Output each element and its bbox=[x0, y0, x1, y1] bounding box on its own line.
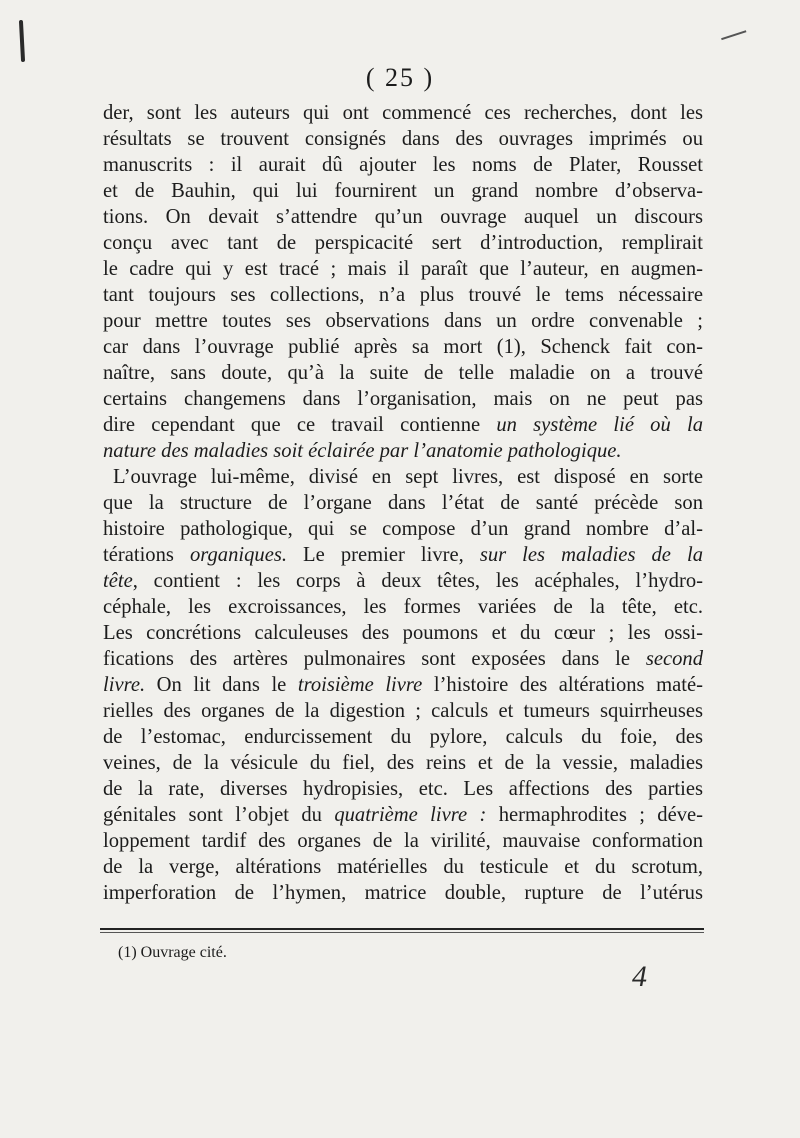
footnote: (1) Ouvrage cité. bbox=[118, 944, 227, 961]
footnote-rule bbox=[100, 928, 704, 930]
italic-text-run: nature des maladies soit éclairée par l’anatomie pathologique. bbox=[103, 440, 622, 462]
text-line bbox=[103, 568, 703, 594]
text-run: Le premier livre, bbox=[287, 544, 480, 566]
text-run: hermaphrodites ; déve- bbox=[486, 804, 704, 826]
text-line: le cadre qui y est tracé ; mais il paraît que l’auteur, en augmen- bbox=[103, 258, 703, 280]
text-run: térations bbox=[103, 544, 190, 566]
text-line bbox=[103, 542, 703, 568]
text-line: imperforation de l’hymen, matrice double, rupture de l’utérus bbox=[103, 882, 703, 904]
text-line: de la rate, diverses hydropisies, etc. Les affections des parties bbox=[103, 778, 703, 800]
text-line: de la verge, altérations matérielles du testicule et du scrotum, bbox=[103, 856, 703, 878]
text-line: rielles des organes de la digestion ; calculs et tumeurs squirrheuses bbox=[103, 700, 703, 722]
text-line: manuscrits : il aurait dû ajouter les noms de Plater, Rousset bbox=[103, 154, 703, 176]
text-run: fications des artères pulmonaires sont exposées dans le bbox=[103, 648, 646, 670]
text-line: céphale, les excroissances, les formes variées de la tête, etc. bbox=[103, 596, 703, 618]
page-number: ( 25 ) bbox=[365, 63, 435, 92]
text-line bbox=[103, 412, 703, 438]
italic-text-run: quatrième livre : bbox=[334, 804, 487, 826]
text-line: naître, sans doute, qu’à la suite de telle maladie on a trouvé bbox=[103, 362, 703, 384]
text-line: certains changemens dans l’organisation, mais on ne peut pas bbox=[103, 388, 703, 410]
text-line: résultats se trouvent consignés dans des ouvrages imprimés ou bbox=[103, 128, 703, 150]
signature-mark: 4 bbox=[632, 960, 647, 993]
text-line: loppement tardif des organes de la virilité, mauvaise conformation bbox=[103, 830, 703, 852]
text-line: tant toujours ses collections, n’a plus trouvé le tems nécessaire bbox=[103, 284, 703, 306]
footnote-rule-thin bbox=[100, 932, 704, 933]
paragraph-start-line: L’ouvrage lui-même, divisé en sept livres, est disposé en sorte bbox=[113, 466, 703, 488]
italic-text-run: troisième livre bbox=[297, 674, 423, 696]
italic-text-run: tête bbox=[103, 570, 133, 592]
text-line: tions. On devait s’attendre qu’un ouvrage auquel un discours bbox=[103, 206, 703, 228]
text-line: de l’estomac, endurcissement du pylore, calculs du foie, des bbox=[103, 726, 703, 748]
text-line: et de Bauhin, qui lui fournirent un grand nombre d’observa- bbox=[103, 180, 703, 202]
text-line: veines, de la vésicule du fiel, des reins et de la vessie, maladies bbox=[103, 752, 703, 774]
text-run: , contient : les corps à deux têtes, les acéphales, l’hydro- bbox=[132, 570, 703, 592]
italic-text-run: un système lié où la bbox=[496, 414, 703, 436]
text-run: On lit dans le bbox=[145, 674, 298, 696]
italic-text-run: livre. bbox=[103, 674, 146, 696]
text-line bbox=[103, 438, 703, 464]
text-line bbox=[103, 802, 703, 828]
text-line: Les concrétions calculeuses des poumons et du cœur ; les ossi- bbox=[103, 622, 703, 644]
text-run: l’histoire des altérations maté- bbox=[422, 674, 703, 696]
stray-pen-mark bbox=[721, 30, 749, 48]
text-line: der, sont les auteurs qui ont commencé ces recherches, dont les bbox=[103, 102, 703, 124]
margin-ink-mark bbox=[19, 20, 25, 62]
text-line: conçu avec tant de perspicacité sert d’introduction, remplirait bbox=[103, 232, 703, 254]
text-run: génitales sont l’objet du bbox=[103, 804, 335, 826]
text-run: dire cependant que ce travail contienne bbox=[103, 414, 497, 436]
italic-text-run: second bbox=[645, 648, 703, 670]
italic-text-run: sur les maladies de la bbox=[479, 544, 703, 566]
text-line: que la structure de l’organe dans l’état de santé précède son bbox=[103, 492, 703, 514]
text-line bbox=[103, 646, 703, 672]
italic-text-run: organiques. bbox=[189, 544, 288, 566]
text-line: car dans l’ouvrage publié après sa mort (1), Schenck fait con- bbox=[103, 336, 703, 358]
body-text bbox=[103, 100, 703, 906]
text-line: histoire pathologique, qui se compose d’un grand nombre d’al- bbox=[103, 518, 703, 540]
text-line: pour mettre toutes ses observations dans un ordre convenable ; bbox=[103, 310, 703, 332]
text-line bbox=[103, 672, 703, 698]
